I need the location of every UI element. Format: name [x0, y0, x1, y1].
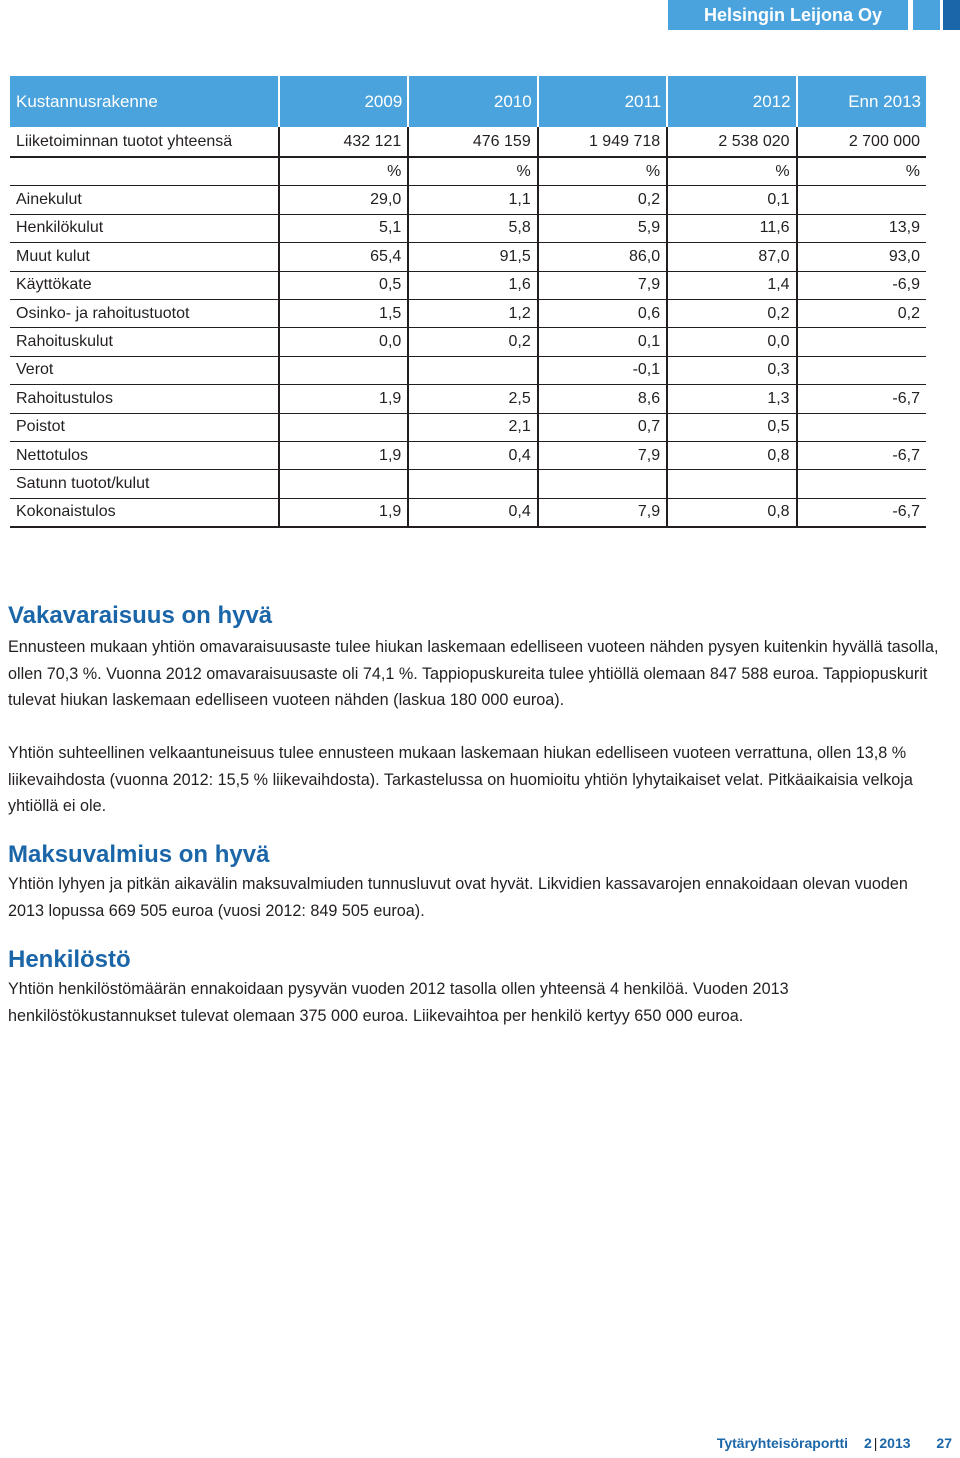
- table-cell: 0,2: [538, 186, 667, 214]
- table-row: [10, 127, 926, 157]
- table-cell: 7,9: [538, 271, 667, 299]
- table-cell: 1,6: [408, 271, 537, 299]
- table-cell: -6,9: [797, 271, 926, 299]
- company-header: Helsingin Leijona Oy: [668, 0, 908, 30]
- row-label: Ainekulut: [10, 186, 279, 214]
- table-cell: [538, 470, 667, 498]
- table-header-row: [10, 76, 926, 127]
- table-row: [10, 470, 926, 498]
- table-cell: 1,5: [279, 299, 408, 327]
- row-label: Rahoituskulut: [10, 328, 279, 356]
- table-cell: 0,5: [279, 271, 408, 299]
- table-cell: 7,9: [538, 498, 667, 527]
- table-row: [10, 186, 926, 214]
- table-row: [10, 243, 926, 271]
- cost-structure-table: [10, 76, 926, 528]
- table-cell: 2,1: [408, 413, 537, 441]
- table-row: [10, 328, 926, 356]
- row-label: Poistot: [10, 413, 279, 441]
- table-cell: %: [408, 157, 537, 186]
- section-title-henkilosto: Henkilöstö: [8, 946, 131, 973]
- table-cell: [408, 356, 537, 384]
- column-header: 2009: [279, 76, 408, 127]
- row-label: Kokonaistulos: [10, 498, 279, 527]
- table-row: [10, 413, 926, 441]
- table-cell: [797, 356, 926, 384]
- table-cell: -6,7: [797, 498, 926, 527]
- table-cell: 0,8: [667, 498, 796, 527]
- table-cell: [408, 470, 537, 498]
- header-accent-block: [913, 0, 940, 30]
- table-cell: 5,9: [538, 214, 667, 242]
- table-cell: 65,4: [279, 243, 408, 271]
- table-cell: 1,1: [408, 186, 537, 214]
- table-cell: 0,0: [279, 328, 408, 356]
- paragraph-maksuvalmius: Yhtiön lyhyen ja pitkän aikavälin maksuvalmiuden tunnusluvut ovat hyvät. Likvidien kassavarojen ennakoidaan olevan vuoden 2013 lopussa 669 505 euroa (vuosi 2012: 849 505 euroa).: [8, 875, 908, 920]
- table-cell: 476 159: [408, 127, 537, 157]
- header-accent-block-dark: [943, 0, 960, 30]
- table-cell: 0,1: [538, 328, 667, 356]
- table-row: [10, 299, 926, 327]
- row-label: Nettotulos: [10, 441, 279, 469]
- table-cell: 432 121: [279, 127, 408, 157]
- table-cell: 0,3: [667, 356, 796, 384]
- paragraph-vakavaraisuus-1: Ennusteen mukaan yhtiön omavaraisuusaste tulee hiukan laskemaan edelliseen vuoteen nähden pysyen kuitenkin hyvällä tasolla, ollen 70,3 %. Vuonna 2012 omavaraisuusaste oli 74,1 %. Tappiopuskureita tulee yhtiöllä olemaan 847 588 euroa. Tappiopuskurit tulevat hiukan laskemaan edelliseen vuoteen nähden (laskua 180 000 euroa).: [8, 638, 939, 709]
- table-row: [10, 214, 926, 242]
- row-label: Liiketoiminnan tuotot yhteensä: [10, 127, 279, 157]
- column-header: 2010: [408, 76, 537, 127]
- table-cell: 1,9: [279, 441, 408, 469]
- row-label: Henkilökulut: [10, 214, 279, 242]
- table-cell: [279, 356, 408, 384]
- table-cell: 2 538 020: [667, 127, 796, 157]
- page-footer: [717, 1435, 952, 1451]
- table-cell: 5,1: [279, 214, 408, 242]
- table-cell: 0,5: [667, 413, 796, 441]
- report-name: Tytäryhteisöraportti: [716, 1435, 849, 1451]
- section-title-maksuvalmius: Maksuvalmius on hyvä: [8, 841, 270, 868]
- table-cell: 0,8: [667, 441, 796, 469]
- table-cell: -6,7: [797, 385, 926, 413]
- footer-separator: |: [873, 1435, 878, 1451]
- table-cell: 7,9: [538, 441, 667, 469]
- table-cell: 1 949 718: [538, 127, 667, 157]
- table-cell: 87,0: [667, 243, 796, 271]
- row-label: Käyttökate: [10, 271, 279, 299]
- table-cell: 1,2: [408, 299, 537, 327]
- table-cell: 0,6: [538, 299, 667, 327]
- table-cell: 0,0: [667, 328, 796, 356]
- table-cell: %: [279, 157, 408, 186]
- section-title-vakavaraisuus: Vakavaraisuus on hyvä: [8, 602, 273, 629]
- column-header: 2011: [538, 76, 667, 127]
- row-label: [10, 157, 279, 186]
- table-cell: 86,0: [538, 243, 667, 271]
- table-cell: %: [538, 157, 667, 186]
- column-header: Enn 2013: [797, 76, 926, 127]
- table-cell: 13,9: [797, 214, 926, 242]
- table-cell: %: [797, 157, 926, 186]
- column-header: 2012: [667, 76, 796, 127]
- row-label: Muut kulut: [10, 243, 279, 271]
- table-row: [10, 385, 926, 413]
- table-cell: 0,7: [538, 413, 667, 441]
- table-cell: %: [667, 157, 796, 186]
- table-cell: [279, 470, 408, 498]
- table-cell: 0,1: [667, 186, 796, 214]
- table-cell: 0,2: [408, 328, 537, 356]
- table-cell: 8,6: [538, 385, 667, 413]
- table-row: [10, 498, 926, 527]
- table-cell: 91,5: [408, 243, 537, 271]
- table-row: [10, 157, 926, 186]
- table-cell: 11,6: [667, 214, 796, 242]
- table-cell: 0,4: [408, 498, 537, 527]
- table-cell: 1,4: [667, 271, 796, 299]
- paragraph-henkilosto: Yhtiön henkilöstömäärän ennakoidaan pysyvän vuoden 2012 tasolla ollen yhteensä 4 henkilöä. Vuoden 2013 henkilöstökustannukset tulevat olemaan 375 000 euroa. Liikevaihtoa per henkilö kertyy 650 000 euroa.: [8, 980, 789, 1025]
- table-cell: 2 700 000: [797, 127, 926, 157]
- paragraph-vakavaraisuus-2: Yhtiön suhteellinen velkaantuneisuus tulee ennusteen mukaan laskemaan hiukan edelliseen vuoteen verrattuna, ollen 13,8 % liikevaihdosta (vuonna 2012: 15,5 % liikevaihdosta). Tarkastelussa on huomioitu yhtiön lyhytaikaiset velat. Pitkäaikaisia velkoja yhtiöllä ei ole.: [8, 744, 913, 815]
- table-cell: 5,8: [408, 214, 537, 242]
- table-cell: [797, 328, 926, 356]
- table-cell: [797, 186, 926, 214]
- row-label: Rahoitustulos: [10, 385, 279, 413]
- table-cell: 0,4: [408, 441, 537, 469]
- table-row: [10, 356, 926, 384]
- column-header: Kustannusrakenne: [10, 76, 279, 127]
- issue-year: 2013: [879, 1435, 911, 1451]
- issue-number: 2: [863, 1435, 872, 1451]
- page-number: 27: [936, 1435, 952, 1451]
- table-cell: 93,0: [797, 243, 926, 271]
- row-label: Osinko- ja rahoitustuotot: [10, 299, 279, 327]
- table-cell: [667, 470, 796, 498]
- row-label: Satunn tuotot/kulut: [10, 470, 279, 498]
- table-cell: 0,2: [797, 299, 926, 327]
- table-cell: 1,9: [279, 385, 408, 413]
- table-cell: -6,7: [797, 441, 926, 469]
- table-cell: [279, 413, 408, 441]
- table-cell: [797, 470, 926, 498]
- table-cell: 2,5: [408, 385, 537, 413]
- table-cell: [797, 413, 926, 441]
- table-cell: 0,2: [667, 299, 796, 327]
- table-cell: 29,0: [279, 186, 408, 214]
- table-cell: -0,1: [538, 356, 667, 384]
- row-label: Verot: [10, 356, 279, 384]
- table-cell: 1,9: [279, 498, 408, 527]
- table-cell: 1,3: [667, 385, 796, 413]
- table-row: [10, 271, 926, 299]
- table-row: [10, 441, 926, 469]
